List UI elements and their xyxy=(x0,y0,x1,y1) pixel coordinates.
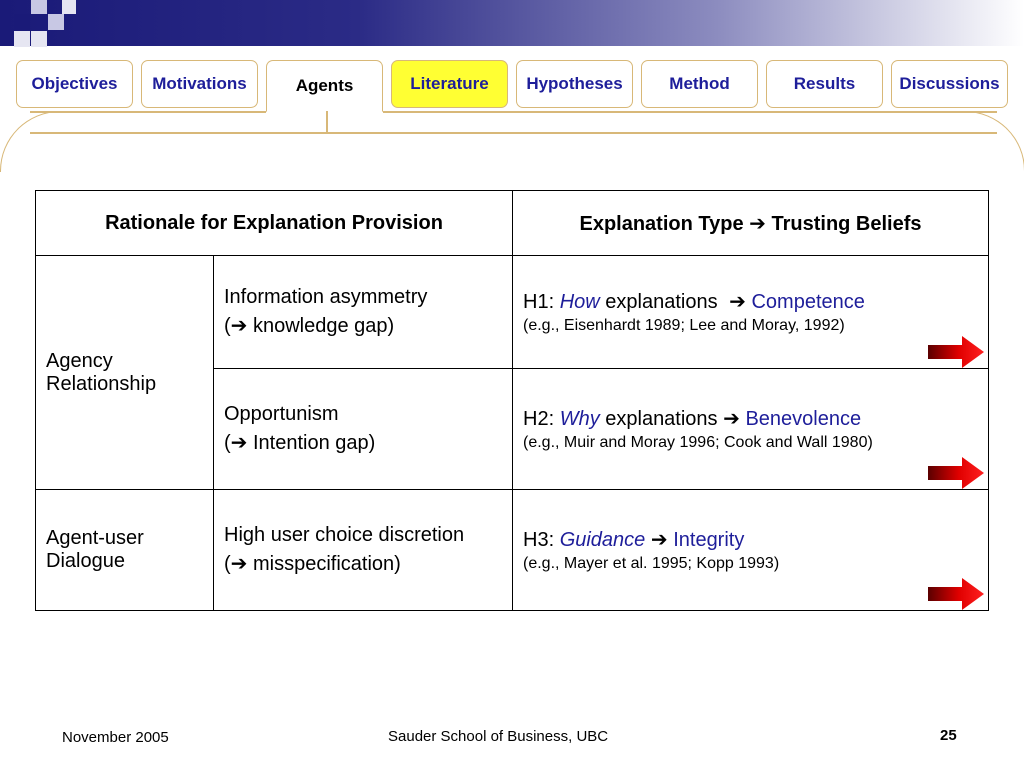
footer-organization: Sauder School of Business, UBC xyxy=(388,728,609,745)
header-rationale: Rationale for Explanation Provision xyxy=(36,191,513,256)
rationale-cell xyxy=(214,256,513,369)
title-gradient-bar xyxy=(0,0,1024,46)
decor-square xyxy=(14,31,30,47)
tab-hypotheses[interactable]: Hypotheses xyxy=(516,60,633,108)
inline-arrow: ➔ xyxy=(723,408,740,430)
nav-underline xyxy=(30,132,997,134)
group-agent-user-dialogue: Agent-user Dialogue xyxy=(36,490,214,611)
footer-date: November 2005 xyxy=(62,729,169,746)
rationale-line: High user choice discretion xyxy=(224,524,465,546)
header-arrow: ➔ xyxy=(749,212,766,235)
tab-objectives[interactable]: Objectives xyxy=(16,60,133,108)
group-agency-relationship: Agency Relationship xyxy=(36,256,214,490)
citation: (e.g., Eisenhardt 1989; Lee and Moray, 1992) xyxy=(523,317,845,334)
tab-literature[interactable]: Literature xyxy=(391,60,508,108)
nav-connector xyxy=(326,111,328,133)
explanation-type: How xyxy=(559,291,600,313)
nav-underline xyxy=(30,111,266,113)
trusting-belief: Competence xyxy=(751,291,865,313)
inline-arrow: ➔ xyxy=(729,291,746,313)
hypothesis-cell-h3 xyxy=(513,490,989,611)
hypothesis-cell-h1 xyxy=(513,256,989,369)
red-arrow-icon xyxy=(928,457,984,489)
table-row xyxy=(36,256,989,369)
decor-square xyxy=(14,14,30,30)
nav-left-curve xyxy=(0,111,61,172)
hypothesis-prefix: H3: xyxy=(523,529,555,551)
rationale-cell xyxy=(214,369,513,490)
nav-right-curve xyxy=(964,111,1024,172)
hypothesis-prefix: H1: xyxy=(523,291,555,313)
rationale-cell xyxy=(214,490,513,611)
rationale-line: (➔ Intention gap) xyxy=(224,432,376,454)
hypothesis-cell-h2 xyxy=(513,369,989,490)
trusting-belief: Benevolence xyxy=(745,408,862,430)
decor-square xyxy=(31,31,47,47)
nav-underline xyxy=(383,111,997,113)
trusting-belief: Integrity xyxy=(673,529,745,551)
red-arrow-icon xyxy=(928,336,984,368)
explanation-word: explanations xyxy=(605,291,718,313)
decor-square xyxy=(62,0,76,14)
header-explanation-type xyxy=(513,191,989,256)
explanation-type: Guidance xyxy=(559,529,646,551)
table-header-row xyxy=(36,191,989,256)
rationale-line: Opportunism xyxy=(224,403,339,425)
decor-square xyxy=(48,14,64,30)
header-part1: Explanation Type xyxy=(579,212,744,235)
decor-square xyxy=(31,0,47,14)
rationale-line: (➔ knowledge gap) xyxy=(224,315,395,337)
hypothesis-prefix: H2: xyxy=(523,408,555,430)
tab-results[interactable]: Results xyxy=(766,60,883,108)
citation: (e.g., Muir and Moray 1996; Cook and Wall 1980) xyxy=(523,434,873,451)
red-arrow-icon xyxy=(928,578,984,610)
rationale-line: Information asymmetry xyxy=(224,286,428,308)
explanation-word: explanations xyxy=(605,408,718,430)
header-part2: Trusting Beliefs xyxy=(771,212,922,235)
page-number: 25 xyxy=(940,727,957,744)
citation: (e.g., Mayer et al. 1995; Kopp 1993) xyxy=(523,555,780,572)
tab-agents[interactable]: Agents xyxy=(266,60,383,112)
tab-motivations[interactable]: Motivations xyxy=(141,60,258,108)
table-row xyxy=(36,490,989,611)
hypotheses-table xyxy=(35,190,989,611)
tab-method[interactable]: Method xyxy=(641,60,758,108)
tab-discussions[interactable]: Discussions xyxy=(891,60,1008,108)
rationale-line: (➔ misspecification) xyxy=(224,553,401,575)
inline-arrow: ➔ xyxy=(650,529,668,551)
explanation-type: Why xyxy=(559,408,600,430)
